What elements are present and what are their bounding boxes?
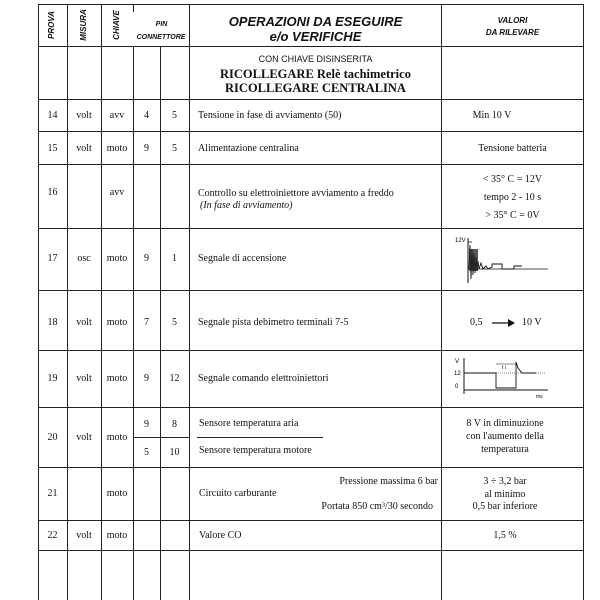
row-divider [38,467,584,468]
row19-pin-a: 9 [144,373,149,384]
column-divider [101,4,102,600]
header-prova: PROVA [47,11,56,39]
row16-chiave: avv [109,187,125,198]
row21-valore-1: 3 ÷ 3,2 bar [483,476,527,487]
row17-misura: osc [77,253,91,264]
row22-valore: 1,5 % [493,530,517,541]
row20-operazione-1: Sensore temperatura aria [199,418,299,429]
page-title: OPERAZIONI DA ESEGUIRE [228,14,403,29]
row20-pin-b1: 8 [172,419,177,430]
row15-operazione: Alimentazione centralina [198,143,299,154]
row20-valore-1: 8 V in diminuzione [466,418,544,429]
row20-valore-2: con l'aumento della [466,431,544,442]
table-border-right [583,4,584,600]
row14-misura: volt [76,110,92,121]
row-divider [38,550,584,551]
intro-line-3: RICOLLEGARE CENTRALINA [225,81,406,95]
row22-chiave: moto [106,530,128,541]
row14-operazione: Tensione in fase di avviamento (50) [198,110,342,121]
row16-prova: 16 [47,187,58,198]
row20-valore-3: temperatura [481,444,529,455]
row16-valore-1: < 35° C = 12V [482,174,543,185]
column-divider [133,4,134,12]
injector-graph-0-label: 0 [455,384,459,390]
injector-graph-12-label: 12 [454,371,461,377]
row18-misura: volt [76,317,92,328]
row22-prova: 22 [47,530,58,541]
row21-valore-2: al minimo [484,489,526,500]
row19-misura: volt [76,373,92,384]
row15-pin-a: 9 [144,143,149,154]
row17-pin-b: 1 [172,253,177,264]
row20-pin-a1: 9 [144,419,149,430]
row16-operazione: Controllo su elettroiniettore avviamento a freddo [198,188,394,199]
row21-chiave: moto [106,488,128,499]
row22-misura: volt [76,530,92,541]
row18-valore-from: 0,5 [470,317,483,328]
row14-prova: 14 [47,110,58,121]
header-misura: MISURA [79,9,88,41]
row-divider [38,164,584,165]
row-divider [38,228,584,229]
row14-chiave: avv [109,110,125,121]
row18-pin-b: 5 [172,317,177,328]
row15-valore: Tensione batteria [478,143,547,154]
row17-operazione: Segnale di accensione [198,253,287,264]
row15-misura: volt [76,143,92,154]
row14-pin-a: 4 [144,110,149,121]
row21-nota-2: Portata 850 cm³/30 secondo [321,501,433,512]
intro-line-2: RICOLLEGARE Relè tachimetrico [220,67,411,81]
row21-prova: 21 [47,488,58,499]
row-divider [38,407,584,408]
row-divider [38,520,584,521]
row16-valore-2: tempo 2 - 10 s [483,192,542,203]
row18-valore-to: 10 V [522,317,542,328]
row20-pin-divider [133,437,189,438]
row17-chiave: moto [106,253,128,264]
row14-pin-b: 5 [172,110,177,121]
row20-misura: volt [76,432,92,443]
row18-chiave: moto [106,317,128,328]
arrow-right-icon [492,318,516,328]
row21-valore-3: 0,5 bar inferiore [472,501,538,512]
row18-operazione: Segnale pista debimetro terminali 7-5 [198,317,349,328]
row20-prova: 20 [47,432,58,443]
ignition-signal-graph [452,233,552,287]
row19-operazione: Segnale comando elettroiniettori [198,373,329,384]
row22-operazione: Valore CO [199,530,242,541]
intro-line-1: CON CHIAVE DISINSERITA [258,54,373,64]
row-divider [38,131,584,132]
row-divider [38,290,584,291]
header-valori: VALORI [497,16,528,25]
header-pin: PIN [155,21,168,28]
row20-pin-b2: 10 [169,447,180,458]
table-border-left [38,4,39,600]
row15-prova: 15 [47,143,58,154]
row21-nota-1: Pressione massima 6 bar [339,476,438,487]
row19-prova: 19 [47,373,58,384]
row14-valore: Min 10 V [472,110,512,121]
row17-prova: 17 [47,253,58,264]
column-divider [67,4,68,600]
header-chiave: CHIAVE [112,10,121,40]
row16-operazione-note: (In fase di avviamento) [200,200,293,211]
row19-chiave: moto [106,373,128,384]
injector-graph-v-label: V [455,359,460,365]
injector-graph-ti-label: t i [502,365,506,371]
page-subtitle: e/o VERIFICHE [269,29,362,44]
row19-pin-b: 12 [169,373,180,384]
row16-valore-3: > 35° C = 0V [485,210,540,221]
row20-operazione-2: Sensore temperatura motore [199,445,312,456]
row21-operazione: Circuito carburante [199,488,277,499]
injector-signal-graph [452,354,552,404]
row20-op-divider [197,437,323,438]
header-connettore: CONNETTORE [136,34,186,41]
row-divider [38,99,584,100]
row15-chiave: moto [106,143,128,154]
row18-pin-a: 7 [144,317,149,328]
injector-graph-ms-label: ms [536,394,543,400]
row17-pin-a: 9 [144,253,149,264]
header-da-rilevare: DA RILEVARE [485,28,540,37]
ignition-graph-12v-label: 12V [455,238,466,244]
row15-pin-b: 5 [172,143,177,154]
row18-prova: 18 [47,317,58,328]
row20-pin-a2: 5 [144,447,149,458]
row20-chiave: moto [106,432,128,443]
row-divider [38,350,584,351]
